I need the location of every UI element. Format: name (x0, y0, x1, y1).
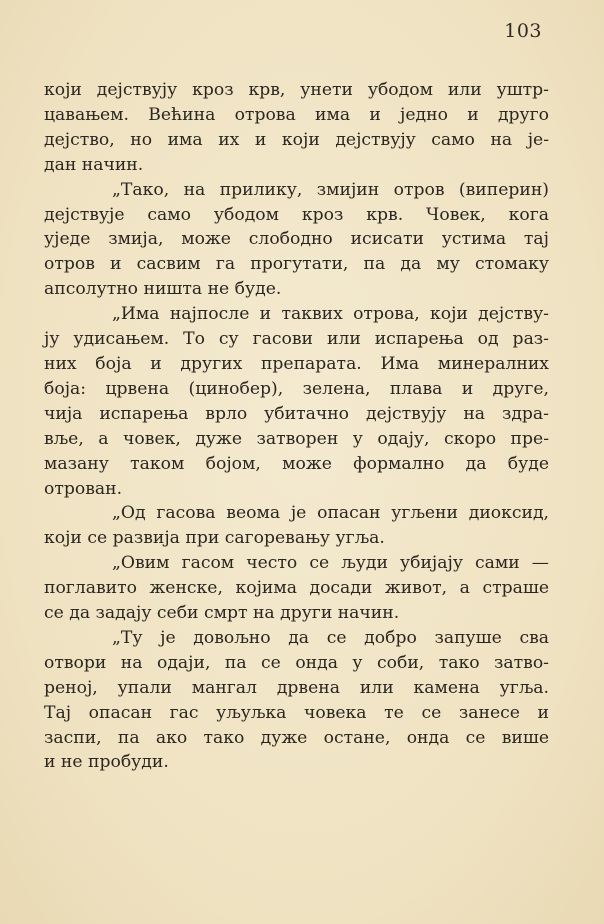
text-line: реној, упали мангал дрвена или камена угља. (44, 677, 549, 698)
paragraph-1 (44, 78, 549, 178)
text-line: „Тако, на прилику, змијин отров (виперин) (112, 179, 549, 200)
paragraph-6 (44, 626, 549, 775)
page-number: 103 (504, 20, 542, 42)
text-line: боја: црвена (цинобер), зелена, плава и друге, (44, 378, 549, 399)
text-line: поглавито женске, којима досади живот, а страше (44, 578, 549, 599)
text-line: апсолутно ништа не буде. (44, 279, 282, 300)
text-line: заспи, па ако тако дуже остане, онда се више (44, 727, 549, 748)
text-line: који дејствују кроз крв, унети убодом или уштр- (44, 80, 549, 100)
text-line: који се развија при сагоревању угља. (44, 528, 385, 549)
text-line: ју удисањем. То су гасови или испарења од раз- (44, 329, 549, 350)
text-line: отров и сасвим га прогутати, па да му стомаку (44, 254, 549, 275)
text-line: „Од гасова веома је опасан угљени диоксид, (112, 503, 549, 524)
paragraph-4 (44, 501, 549, 551)
text-line: отвори на одаји, па се онда у соби, тако затво- (44, 652, 549, 673)
text-line: Тај опасан гас уљуљка човека те се занесе и (44, 702, 549, 723)
text-line: мазану таком бојом, може формално да буде (44, 453, 549, 474)
text-line: дан начин. (44, 154, 144, 175)
text-line: чија испарења врло убитачно дејствују на здра- (44, 403, 549, 424)
text-line: вље, а човек, дуже затворен у одају, скоро пре- (44, 428, 549, 449)
text-line: отрован. (44, 478, 123, 499)
text-line: „Има најпосле и таквих отрова, који дејству- (112, 304, 549, 325)
text-line: дејство, но има их и који дејствују само на је- (44, 129, 549, 150)
paragraph-3 (44, 302, 549, 501)
paragraph-2 (44, 178, 549, 303)
body-text (44, 78, 549, 775)
text-line: дејствује само убодом кроз крв. Човек, кога (44, 204, 549, 225)
text-line: них боја и других препарата. Има минералних (44, 353, 549, 374)
text-line: „Овим гасом често се људи убијају сами — (112, 553, 549, 574)
text-line: цавањем. Већина отрова има и једно и друго (44, 104, 549, 125)
text-line: „Ту је довољно да се добро запуше сва (112, 627, 549, 648)
text-line: и не пробуди. (44, 752, 169, 773)
text-line: уједе змија, може слободно исисати устима тај (44, 229, 549, 250)
text-line: се да задају себи смрт на други начин. (44, 603, 400, 624)
paragraph-5 (44, 551, 549, 626)
